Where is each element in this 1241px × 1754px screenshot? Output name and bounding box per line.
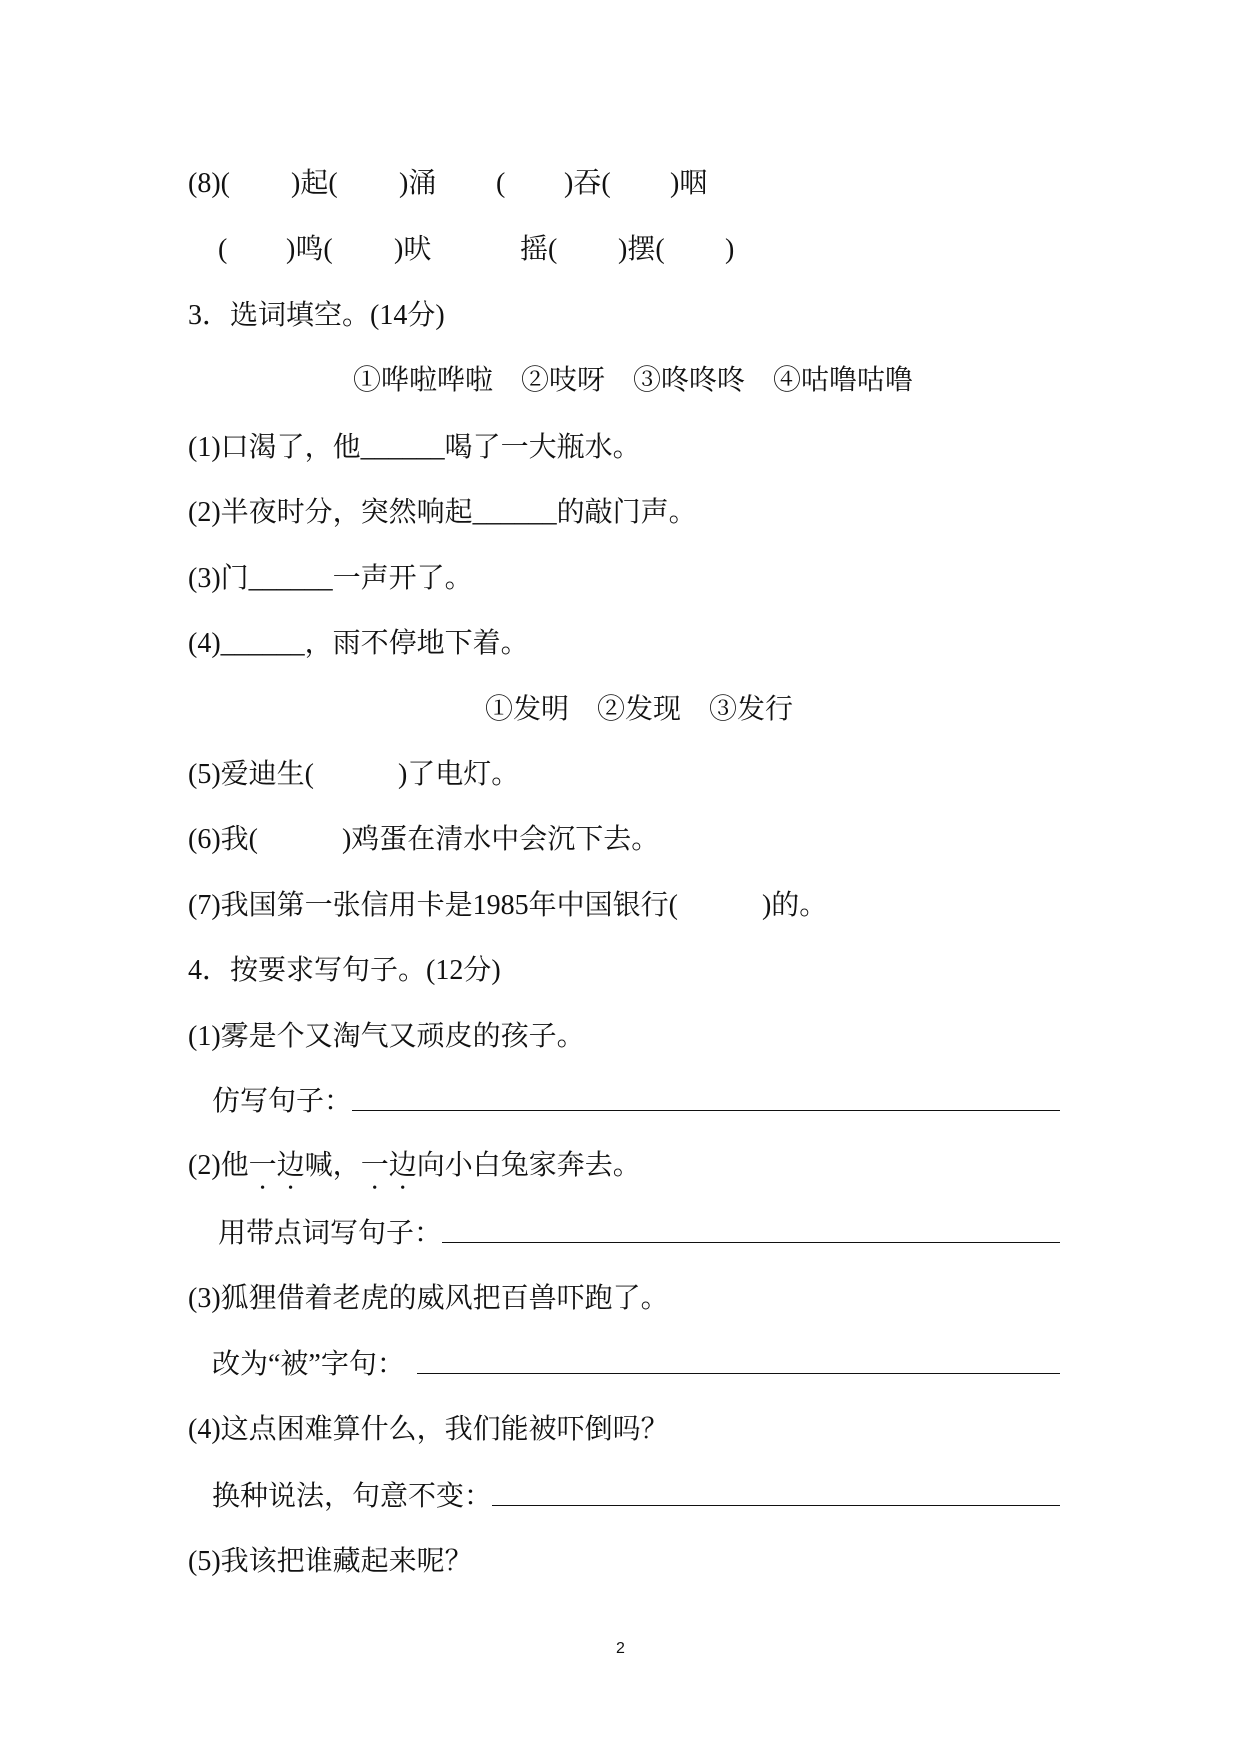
q3-item-7: (7)我国第一张信用卡是1985年中国银行( )的。	[188, 890, 828, 921]
text: 喊，	[304, 1150, 361, 1181]
q4-answer-2	[218, 1216, 1060, 1252]
answer-line[interactable]	[417, 1347, 1060, 1374]
q4-answer-4	[212, 1479, 1060, 1515]
prompt: 用带点词写句子：	[218, 1218, 443, 1249]
prompt: 改为“被”字句：	[212, 1349, 405, 1380]
q3-item-1: (1)口渴了，他______喝了一大瓶水。	[188, 432, 641, 463]
q4-title: 4．按要求写句子。(12分)	[188, 955, 501, 986]
q3-item-4: (4)______，雨不停地下着。	[188, 628, 529, 659]
text: )涌	[399, 168, 437, 199]
q3-item-6: (6)我( )鸡蛋在清水中会沉下去。	[188, 824, 660, 855]
text: 摇(	[520, 234, 558, 265]
text: (2)他	[188, 1150, 249, 1181]
q3-item-2: (2)半夜时分，突然响起______的敲门声。	[188, 497, 697, 528]
text: )吠	[394, 234, 432, 265]
text: (8)(	[188, 168, 230, 199]
q4-sentence-3: (3)狐狸借着老虎的威风把百兽吓跑了。	[188, 1283, 669, 1314]
q3-title: 3．选词填空。(14分)	[188, 300, 445, 331]
text: )摆(	[618, 234, 665, 265]
text: (	[218, 234, 228, 265]
q4-sentence-4: (4)这点困难算什么，我们能被吓倒吗？	[188, 1414, 669, 1445]
q3-options-2: ①发明 ②发现 ③发行	[485, 694, 794, 725]
text: )吞(	[564, 168, 611, 199]
text: )	[725, 234, 735, 265]
text: )起(	[291, 168, 338, 199]
q4-answer-3	[212, 1347, 1060, 1383]
page-number: 2	[616, 1640, 625, 1657]
dotted-word: 一边	[248, 1150, 305, 1181]
answer-line[interactable]	[352, 1084, 1060, 1111]
dotted-word: 一边	[360, 1150, 417, 1181]
answer-line[interactable]	[492, 1479, 1060, 1506]
prompt: 换种说法，句意不变：	[212, 1481, 493, 1512]
prompt: 仿写句子：	[212, 1086, 353, 1117]
text: )咽	[670, 168, 708, 199]
q4-sentence-1: (1)雾是个又淘气又顽皮的孩子。	[188, 1021, 585, 1052]
q3-item-3: (3)门______一声开了。	[188, 563, 473, 594]
q3-item-5: (5)爱迪生( )了电灯。	[188, 759, 520, 790]
text: (	[496, 168, 506, 199]
q4-answer-1	[212, 1084, 1060, 1120]
q4-sentence-2	[188, 1148, 641, 1196]
q3-options-1: ①哗啦哗啦 ②吱呀 ③咚咚咚 ④咕噜咕噜	[353, 365, 914, 396]
text: )鸣(	[286, 234, 333, 265]
text: 向小白兔家奔去。	[416, 1150, 641, 1181]
q4-sentence-5: (5)我该把谁藏起来呢？	[188, 1546, 473, 1577]
answer-line[interactable]	[442, 1216, 1060, 1243]
